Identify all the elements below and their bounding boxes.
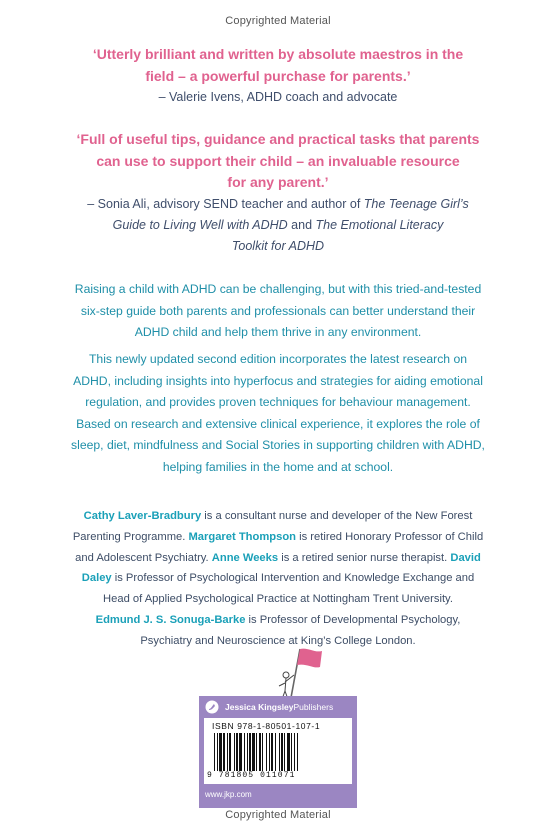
quote-1 [40, 44, 516, 108]
barcode-digits: 9 781805 011071 [207, 771, 296, 780]
bio-text: is Professor of Psychological Intervention and Knowledge Exchange and [111, 572, 475, 585]
quote-2 [40, 129, 516, 257]
book-title: The Teenage Girl’s [363, 196, 469, 211]
quote-1-attribution: – Valerie Ivens, ADHD coach and advocate [158, 90, 398, 104]
publisher-logo-icon [205, 700, 219, 714]
quote-2-text [40, 129, 516, 194]
isbn-number: ISBN 978-1-80501-107-1 [212, 721, 321, 731]
blurb-paragraph-2 [40, 349, 516, 478]
quote-2-line-1: ‘Full of useful tips, guidance and practical tasks that parents [76, 131, 480, 147]
publisher-barcode-box [199, 696, 357, 808]
bio-text: is a retired senior nurse therapist. [278, 551, 451, 564]
author-name: Daley [81, 572, 112, 585]
publisher-name: Jessica Kingsley [225, 702, 294, 712]
blurb-paragraph-1 [40, 279, 516, 344]
blurb-line: ADHD child and help them thrive in any environment. [134, 325, 422, 339]
author-name: Edmund J. S. Sonuga-Barke [95, 613, 246, 626]
bio-text: Psychiatry and Neuroscience at King’s College London. [140, 634, 416, 647]
book-title: Toolkit for ADHD [231, 238, 325, 253]
blurb-line: Based on research and extensive clinical experience, it explores the role of [76, 416, 480, 431]
bio-text: Parenting Programme. [72, 530, 189, 543]
blurb-line: regulation, and provides proven techniques for behaviour management. [85, 395, 471, 409]
author-bios [30, 506, 526, 652]
quote-2-line-3: for any parent.’ [227, 174, 329, 190]
book-title: The Emotional Literacy [315, 217, 444, 232]
bio-text: is retired Honorary Professor of Child [296, 530, 484, 543]
quote-1-line-1: ‘Utterly brilliant and written by absolute maestros in the [92, 46, 464, 62]
bio-text: is a consultant nurse and developer of the New Forest [201, 510, 473, 522]
author-name: Anne Weeks [211, 551, 279, 564]
blurb-line: Raising a child with ADHD can be challenging, but with this tried-and-tested [74, 282, 482, 296]
copyright-watermark-bottom: Copyrighted Material [225, 809, 331, 821]
blurb-line: sleep, diet, mindfulness and Social Stories in supporting children with ADHD, [71, 438, 485, 452]
publisher-logo [199, 696, 357, 718]
bio-text: is Professor of Developmental Psychology, [245, 613, 461, 626]
author-name: Margaret Thompson [188, 530, 297, 543]
bio-text: and Adolescent Psychiatry. [75, 551, 212, 564]
barcode-bars [214, 733, 344, 773]
publisher-name-suffix: Publishers [293, 702, 334, 712]
bio-text: Head of Applied Psychological Practice at Nottingham Trent University. [103, 593, 453, 606]
blurb-line: six-step guide both parents and professionals can better understand their [80, 303, 476, 318]
quote-1-text [40, 44, 516, 87]
quote-2-line-2: can use to support their child – an invaluable resource [96, 152, 460, 169]
quote-1-line-2: field – a powerful purchase for parents.’ [145, 67, 411, 84]
copyright-watermark-top: Copyrighted Material [225, 15, 331, 27]
attribution-text: and [287, 217, 316, 232]
author-name: David [450, 551, 481, 564]
blurb-line: This newly updated second edition incorporates the latest research on [88, 352, 468, 366]
book-title: Guide to Living Well with ADHD [112, 217, 288, 232]
blurb-line: ADHD, including insights into hyperfocus and strategies for aiding emotional [73, 373, 483, 388]
blurb-line: helping families in the home and at school. [162, 459, 394, 474]
attribution-text: – Sonia Ali, advisory SEND teacher and author of [87, 196, 364, 211]
quote-2-attribution [40, 194, 516, 257]
publisher-url: www.jkp.com [205, 790, 252, 799]
isbn-barcode [204, 718, 352, 784]
author-name: Cathy Laver-Bradbury [83, 510, 202, 522]
